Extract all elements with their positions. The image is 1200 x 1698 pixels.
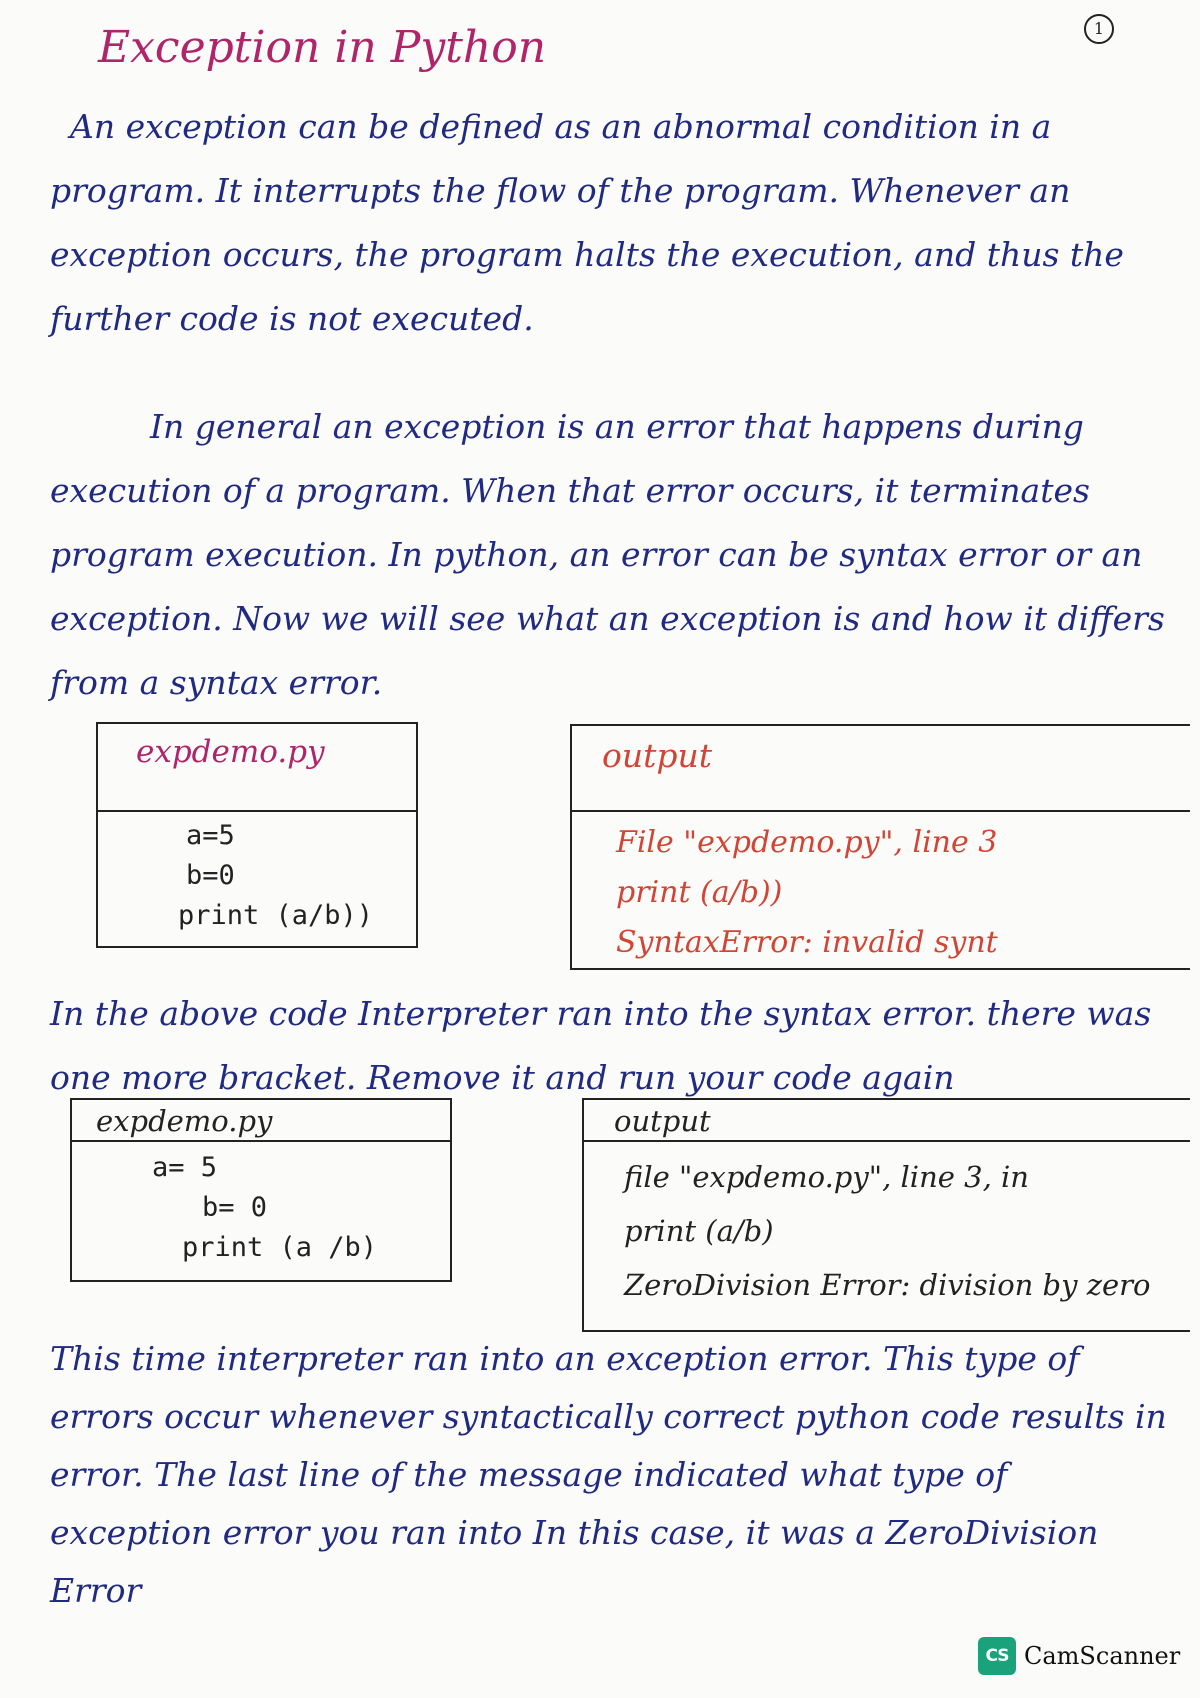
paragraph-syntax-explanation: In the above code Interpreter ran into the syntax error. there was one more bracket. Remove it and run your code again: [50, 994, 1152, 1097]
code-box-title: expdemo.py: [72, 1100, 450, 1142]
paragraph-general: In general an exception is an error that happens during execution of a program. When that error occurs, it terminates program execution. In python, an error can be syntax error or an exception. Now we will see what an exception is and how it differs from a syntax error.: [50, 407, 1165, 702]
code-box-body: [98, 812, 416, 936]
output-line: print (a/b): [624, 1214, 774, 1248]
page-number: 1: [1084, 14, 1114, 44]
code-box-syntax-example: [96, 722, 418, 948]
output-box-title: output: [572, 726, 1190, 812]
output-line: File "expdemo.py", line 3: [616, 825, 998, 860]
output-box-body: [572, 812, 1190, 968]
code-line: b= 0: [202, 1192, 268, 1223]
camscanner-name: CamScanner: [1024, 1642, 1181, 1670]
output-line: file "expdemo.py", line 3, in: [624, 1160, 1029, 1194]
code-line: b=0: [186, 860, 235, 891]
output-box-syntax-example: [570, 724, 1190, 970]
code-line: print (a/b)): [178, 900, 374, 931]
code-line: a= 5: [152, 1152, 218, 1183]
output-line: SyntaxError: invalid synt: [616, 925, 998, 960]
code-line: a=5: [186, 820, 235, 851]
code-box-body: [72, 1142, 450, 1268]
output-box-title: output: [584, 1100, 1190, 1142]
code-box-exception-example: [70, 1098, 452, 1282]
paragraph-exception-explanation: This time interpreter ran into an exception error. This type of errors occur whenever syntactically correct python code results in error. The last line of the message indicated what type of exception error you ran into In this case, it was a ZeroDivision Error: [50, 1339, 1167, 1610]
output-line: print (a/b)): [616, 875, 783, 910]
page-title: Exception in Python: [98, 22, 547, 73]
output-line: ZeroDivision Error: division by zero: [624, 1268, 1151, 1302]
code-line: print (a /b): [182, 1232, 378, 1263]
output-box-body: [584, 1142, 1190, 1312]
camscanner-watermark: [978, 1634, 1180, 1678]
paragraph-definition: An exception can be defined as an abnormal condition in a program. It interrupts the flow of the program. Whenever an exception occurs, the program halts the execution, and thus the further code is not executed.: [50, 107, 1124, 338]
output-box-exception-example: [582, 1098, 1190, 1332]
code-box-title: expdemo.py: [98, 724, 416, 812]
camscanner-logo-icon: CS: [978, 1637, 1016, 1675]
